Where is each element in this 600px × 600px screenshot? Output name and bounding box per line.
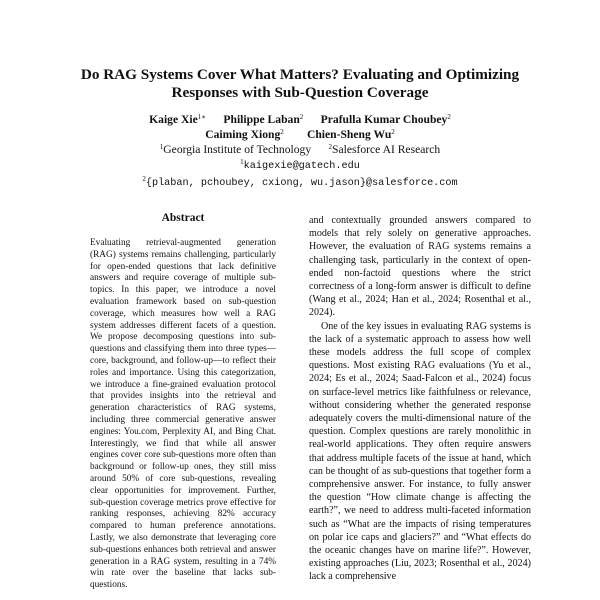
email-row-2 xyxy=(40,174,560,191)
author-affiliation-mark: 1∗ xyxy=(197,113,207,121)
email-row-1 xyxy=(40,157,560,174)
author-email: {plaban, pchoubey, cxiong, wu.jason}@salesforce.com xyxy=(145,178,458,189)
affiliation-name: Georgia Institute of Technology xyxy=(163,143,312,156)
paper-title-line-2: Responses with Sub-Question Coverage xyxy=(171,84,429,101)
email-affiliation-mark: 2 xyxy=(142,175,146,183)
introduction-column xyxy=(309,214,531,584)
author-row-1 xyxy=(40,112,560,127)
author-name: Caiming Xiong xyxy=(205,128,281,141)
author-name: Chien-Sheng Wu xyxy=(306,128,392,141)
affiliation-name: Salesforce AI Research xyxy=(332,143,441,156)
author-row-2 xyxy=(40,127,560,142)
author-name: Kaige Xie xyxy=(149,113,198,126)
abstract-body: Evaluating retrieval-augmented generation (RAG) systems remains challenging, particularly for open-ended questions that lack definitive answers and require coverage of multiple sub-topics. In this paper, we introduce a novel evaluation framework based on sub-question coverage, which measures how well a RAG system addresses different facets of a question. We propose decomposing questions into sub-questions and classifying them into three types—core, background, and follow-up—to reflect their roles and importance. Using this categorization, we introduce a fine-grained evaluation protocol that provides insights into the retrieval and generation characteristics of RAG systems, including three commercial generative answer engines: You.com, Perplexity AI, and Bing Chat. Interestingly, we find that while all answer engines cover core sub-questions more often than background or follow-up ones, they still miss around 50% of core sub-questions, revealing clear opportunities for improvement. Further, sub-question coverage metrics prove effective for ranking responses, achieving 82% accuracy compared to human preference annotations. Lastly, we also demonstrate that leveraging core sub-questions enhances both retrieval and answer generation in a RAG system, resulting in a 74% win rate over the baseline that lacks sub-questions. xyxy=(90,238,276,591)
affiliation-mark: 1 xyxy=(159,143,164,151)
author-name: Philippe Laban xyxy=(223,113,300,126)
author-name: Prafulla Kumar Choubey xyxy=(320,113,448,126)
abstract-heading: Abstract xyxy=(161,212,205,224)
paper-title xyxy=(40,66,560,102)
author-affiliation-mark: 2 xyxy=(299,113,304,121)
email-affiliation-mark: 1 xyxy=(240,158,244,166)
intro-paragraph-1: and contextually grounded answers compared to models that rely solely on generative approaches. However, the evaluation of RAG systems remains a challenging task, particularly in the context of open-ended non-factoid questions where the strict correctness of a long-form answer is difficult to define (Wang et al., 2024; Han et al., 2024; Rosenthal et al., 2024). xyxy=(309,215,531,319)
author-email: kaigexie@gatech.edu xyxy=(243,161,360,172)
affiliation-mark: 2 xyxy=(328,143,333,151)
paper-title-line-1: Do RAG Systems Cover What Matters? Evaluating and Optimizing xyxy=(80,66,520,83)
author-affiliation-mark: 2 xyxy=(447,113,451,121)
author-affiliation-mark: 2 xyxy=(391,128,395,136)
intro-paragraph-2: One of the key issues in evaluating RAG systems is the lack of a systematic approach to assess how well these models address the full scope of complex questions. Most existing RAG evaluations (Yu et al., 2024; Es et al., 2024; Saad-Falcon et al., 2024) focus on surface-level metrics like faithfulness or relevance, without considering whether the generated response adequately covers the multi-dimensional nature of the question. Complex questions are rarely monolithic in real-world applications. They often require answers that address multiple facets of the issue at hand, which can be thought of as sub-questions that together form a comprehensive answer. For instance, to fully answer the question “How climate change is affecting the earth?”, we need to address multi-faceted information such as “What are the impacts of rising temperatures on polar ice caps and glaciers?” and “What effects do the oceanic changes have on marine life?”. However, existing approaches (Liu, 2023; Rosenthal et al., 2024) lack a comprehensive xyxy=(309,320,531,583)
affiliations-row xyxy=(40,142,560,157)
author-affiliation-mark: 2 xyxy=(280,128,284,136)
author-block xyxy=(40,112,560,191)
